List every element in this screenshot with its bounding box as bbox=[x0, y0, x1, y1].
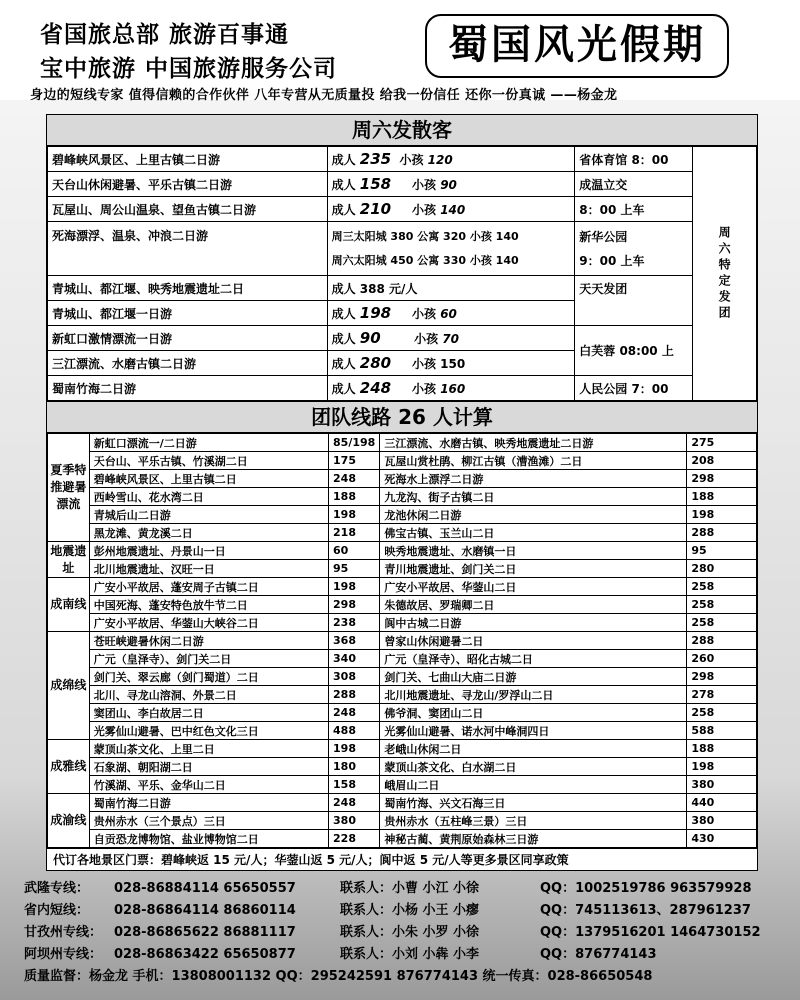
route-name: 天台山休闲避暑、平乐古镇二日游 bbox=[48, 172, 328, 197]
category-label: 成雅线 bbox=[48, 740, 90, 794]
route-frame bbox=[46, 114, 758, 871]
route-price: 298 bbox=[329, 596, 380, 614]
table-row bbox=[48, 578, 757, 596]
route-price: 258 bbox=[687, 596, 757, 614]
route-name: 佛宝古镇、玉兰山二日 bbox=[380, 524, 687, 542]
route-price: 188 bbox=[687, 488, 757, 506]
saturday-side-label: 周六特定发团 bbox=[693, 147, 757, 401]
route-price: 588 bbox=[687, 722, 757, 740]
route-price: 298 bbox=[687, 470, 757, 488]
table-row bbox=[48, 794, 757, 812]
table-row bbox=[48, 488, 757, 506]
price-cell: 成人 280 小孩 150 bbox=[327, 351, 575, 376]
route-name: 老峨山休闲二日 bbox=[380, 740, 687, 758]
route-price: 188 bbox=[329, 488, 380, 506]
table-row bbox=[48, 614, 757, 632]
table-row bbox=[48, 222, 757, 276]
brand-title: 蜀国风光假期 bbox=[425, 14, 729, 78]
route-price: 368 bbox=[329, 632, 380, 650]
route-name: 瓦屋山赏杜鹃、柳江古镇（漕渔滩）二日 bbox=[380, 452, 687, 470]
route-name: 蒙顶山茶文化、白水湖二日 bbox=[380, 758, 687, 776]
route-price: 95 bbox=[687, 542, 757, 560]
table-row bbox=[48, 376, 757, 401]
route-price: 440 bbox=[687, 794, 757, 812]
table-row bbox=[48, 830, 757, 848]
category-label: 成绵线 bbox=[48, 632, 90, 740]
route-name: 碧峰峡风景区、上里古镇二日 bbox=[89, 470, 328, 488]
saturday-table bbox=[47, 146, 757, 401]
price-cell: 成人 235 小孩 120 bbox=[327, 147, 575, 172]
price-cell: 成人 90 小孩 70 bbox=[327, 326, 575, 351]
route-price: 308 bbox=[329, 668, 380, 686]
route-price: 198 bbox=[329, 506, 380, 524]
quality-line: 质量监督：杨金龙 手机：13808001132 QQ：295242591 876774143 统一传真：028-86650548 bbox=[24, 969, 653, 984]
route-name: 竹溪湖、平乐、金华山二日 bbox=[89, 776, 328, 794]
route-name: 青城山、都江堰、映秀地震遗址二日 bbox=[48, 276, 328, 301]
meeting-point: 省体育馆 8：00 bbox=[575, 147, 693, 172]
table-row bbox=[48, 686, 757, 704]
table-row bbox=[48, 147, 757, 172]
route-price: 278 bbox=[687, 686, 757, 704]
contact-line: 阿坝州专线： 028-86863422 65650877 联系人：小刘 小犇 小李 QQ：876774143 bbox=[24, 947, 657, 962]
route-name: 曾家山休闲避暑二日 bbox=[380, 632, 687, 650]
route-name: 佛爷洞、窦团山二日 bbox=[380, 704, 687, 722]
route-price: 288 bbox=[687, 632, 757, 650]
route-name: 石象湖、朝阳湖二日 bbox=[89, 758, 328, 776]
header-line-1: 省国旅总部 旅游百事通 bbox=[40, 22, 290, 48]
route-name: 广安小平故居、华蓥山二日 bbox=[380, 578, 687, 596]
route-name: 贵州赤水（三个景点）三日 bbox=[89, 812, 328, 830]
route-price: 258 bbox=[687, 614, 757, 632]
route-price: 430 bbox=[687, 830, 757, 848]
table-row bbox=[48, 722, 757, 740]
route-name: 青城山、都江堰一日游 bbox=[48, 301, 328, 326]
route-name: 剑门关、翠云廊（剑门蜀道）二日 bbox=[89, 668, 328, 686]
route-name: 龙池休闲二日游 bbox=[380, 506, 687, 524]
route-name: 蒙顶山茶文化、上里二日 bbox=[89, 740, 328, 758]
route-name: 蜀南竹海二日游 bbox=[89, 794, 328, 812]
meeting-point: 白芙蓉 08:00 上 bbox=[575, 326, 693, 376]
header-line-2: 宝中旅游 中国旅游服务公司 bbox=[40, 56, 338, 82]
route-name: 西岭雪山、花水湾二日 bbox=[89, 488, 328, 506]
route-price: 158 bbox=[329, 776, 380, 794]
category-label: 地震遗址 bbox=[48, 542, 90, 578]
table-row bbox=[48, 596, 757, 614]
route-name: 北川、寻龙山溶洞、外景二日 bbox=[89, 686, 328, 704]
category-label: 夏季特推避暑漂流 bbox=[48, 434, 90, 542]
route-name: 新虹口激情漂流一日游 bbox=[48, 326, 328, 351]
route-price: 275 bbox=[687, 434, 757, 452]
table-row bbox=[48, 758, 757, 776]
contact-line: 甘孜州专线： 028-86865622 86881117 联系人：小朱 小罗 小徐 QQ：1379516201 1464730152 bbox=[24, 925, 761, 940]
ticket-note: 代订各地景区门票：碧峰峡返 15 元/人；华蓥山返 5 元/人；阆中返 5 元/人等更多景区同享政策 bbox=[47, 848, 757, 870]
route-price: 280 bbox=[687, 560, 757, 578]
route-price: 188 bbox=[687, 740, 757, 758]
route-price: 180 bbox=[329, 758, 380, 776]
route-name: 自贡恐龙博物馆、盐业博物馆二日 bbox=[89, 830, 328, 848]
route-name: 北川地震遗址、寻龙山/罗浮山二日 bbox=[380, 686, 687, 704]
route-name: 青川地震遗址、剑门关二日 bbox=[380, 560, 687, 578]
route-name: 映秀地震遗址、水磨镇一日 bbox=[380, 542, 687, 560]
route-name: 广元（皇泽寺）、剑门关二日 bbox=[89, 650, 328, 668]
route-price: 298 bbox=[687, 668, 757, 686]
route-price: 380 bbox=[687, 812, 757, 830]
saturday-section-title: 周六发散客 bbox=[47, 115, 757, 146]
route-name: 黑龙滩、黄龙溪二日 bbox=[89, 524, 328, 542]
route-name: 光雾仙山避暑、诺水河中峰洞四日 bbox=[380, 722, 687, 740]
group-section-title: 团队线路 26 人计算 bbox=[47, 401, 757, 433]
route-name: 新虹口漂流一/二日游 bbox=[89, 434, 328, 452]
route-name: 死海水上漂浮二日游 bbox=[380, 470, 687, 488]
route-name: 峨眉山二日 bbox=[380, 776, 687, 794]
table-row bbox=[48, 542, 757, 560]
table-row bbox=[48, 632, 757, 650]
table-row bbox=[48, 704, 757, 722]
route-name: 蜀南竹海二日游 bbox=[48, 376, 328, 401]
route-price: 198 bbox=[329, 740, 380, 758]
contact-line: 武隆专线： 028-86884114 65650557 联系人：小曹 小江 小徐 QQ：1002519786 963579928 bbox=[24, 881, 752, 896]
route-name: 九龙沟、街子古镇二日 bbox=[380, 488, 687, 506]
table-row bbox=[48, 326, 757, 351]
price-cell: 成人 248 小孩 160 bbox=[327, 376, 575, 401]
slogan: 身边的短线专家 值得信赖的合作伙伴 八年专营从无质量投 给我一份信任 还你一份真诚 ——杨金龙 bbox=[30, 88, 618, 103]
route-name: 剑门关、七曲山大庙二日游 bbox=[380, 668, 687, 686]
route-price: 288 bbox=[329, 686, 380, 704]
route-price: 228 bbox=[329, 830, 380, 848]
group-table bbox=[47, 433, 757, 848]
route-price: 488 bbox=[329, 722, 380, 740]
route-price: 95 bbox=[329, 560, 380, 578]
route-price: 175 bbox=[329, 452, 380, 470]
route-price: 380 bbox=[329, 812, 380, 830]
route-price: 288 bbox=[687, 524, 757, 542]
route-name: 贵州赤水（五柱峰三景）三日 bbox=[380, 812, 687, 830]
table-row bbox=[48, 524, 757, 542]
route-name: 光雾仙山避暑、巴中红色文化三日 bbox=[89, 722, 328, 740]
price-cell: 周三太阳城 380 公寓 320 小孩 140 周六太阳城 450 公寓 330 小孩 140 bbox=[327, 222, 575, 276]
table-row bbox=[48, 776, 757, 794]
route-name: 广元（皇泽寺）、昭化古城二日 bbox=[380, 650, 687, 668]
route-name: 朱德故居、罗瑞卿二日 bbox=[380, 596, 687, 614]
table-row bbox=[48, 452, 757, 470]
route-name: 苍旺峡避暑休闲二日游 bbox=[89, 632, 328, 650]
price-cell: 成人 198 小孩 60 bbox=[327, 301, 575, 326]
route-price: 248 bbox=[329, 794, 380, 812]
route-name: 神秘古蔺、黄荆原始森林三日游 bbox=[380, 830, 687, 848]
route-price: 198 bbox=[687, 506, 757, 524]
route-name: 彭州地震遗址、丹景山一日 bbox=[89, 542, 328, 560]
route-name: 北川地震遗址、汉旺一日 bbox=[89, 560, 328, 578]
table-row bbox=[48, 197, 757, 222]
route-price: 208 bbox=[687, 452, 757, 470]
table-row bbox=[48, 276, 757, 301]
table-row bbox=[48, 740, 757, 758]
route-name: 广安小平故居、华蓥山大峡谷二日 bbox=[89, 614, 328, 632]
route-price: 248 bbox=[329, 470, 380, 488]
route-price: 258 bbox=[687, 704, 757, 722]
table-row bbox=[48, 560, 757, 578]
route-name: 瓦屋山、周公山温泉、望鱼古镇二日游 bbox=[48, 197, 328, 222]
route-price: 238 bbox=[329, 614, 380, 632]
route-price: 380 bbox=[687, 776, 757, 794]
table-row bbox=[48, 812, 757, 830]
table-row bbox=[48, 470, 757, 488]
price-cell: 成人 210 小孩 140 bbox=[327, 197, 575, 222]
meeting-point: 8：00 上车 bbox=[575, 197, 693, 222]
meeting-point: 新华公园 9：00 上车 bbox=[575, 222, 693, 276]
table-row bbox=[48, 434, 757, 452]
route-price: 258 bbox=[687, 578, 757, 596]
meeting-point: 成温立交 bbox=[575, 172, 693, 197]
table-row bbox=[48, 172, 757, 197]
category-label: 成渝线 bbox=[48, 794, 90, 848]
route-name: 广安小平故居、蓬安周子古镇二日 bbox=[89, 578, 328, 596]
route-name: 三江漂流、水磨古镇、映秀地震遗址二日游 bbox=[380, 434, 687, 452]
route-price: 198 bbox=[687, 758, 757, 776]
route-price: 218 bbox=[329, 524, 380, 542]
route-price: 60 bbox=[329, 542, 380, 560]
price-cell: 成人 388 元/人 bbox=[327, 276, 575, 301]
route-price: 248 bbox=[329, 704, 380, 722]
route-name: 三江漂流、水磨古镇二日游 bbox=[48, 351, 328, 376]
route-price: 260 bbox=[687, 650, 757, 668]
table-row bbox=[48, 506, 757, 524]
category-label: 成南线 bbox=[48, 578, 90, 632]
meeting-point: 人民公园 7：00 bbox=[575, 376, 693, 401]
route-name: 青城后山二日游 bbox=[89, 506, 328, 524]
route-name: 中国死海、蓬安特色放牛节二日 bbox=[89, 596, 328, 614]
route-price: 85/198 bbox=[329, 434, 380, 452]
route-name: 阆中古城二日游 bbox=[380, 614, 687, 632]
contact-line: 省内短线： 028-86864114 86860114 联系人：小杨 小王 小瘳 QQ：745113613、287961237 bbox=[24, 903, 751, 918]
contacts-block bbox=[24, 878, 794, 988]
price-cell: 成人 158 小孩 90 bbox=[327, 172, 575, 197]
route-name: 天台山、平乐古镇、竹溪湖二日 bbox=[89, 452, 328, 470]
route-name: 蜀南竹海、兴文石海三日 bbox=[380, 794, 687, 812]
route-name: 碧峰峡风景区、上里古镇二日游 bbox=[48, 147, 328, 172]
route-price: 340 bbox=[329, 650, 380, 668]
route-name: 死海漂浮、温泉、冲浪二日游 bbox=[48, 222, 328, 276]
table-row bbox=[48, 650, 757, 668]
table-row bbox=[48, 668, 757, 686]
meeting-point: 天天发团 bbox=[575, 276, 693, 326]
route-name: 窦团山、李白故居二日 bbox=[89, 704, 328, 722]
route-price: 198 bbox=[329, 578, 380, 596]
